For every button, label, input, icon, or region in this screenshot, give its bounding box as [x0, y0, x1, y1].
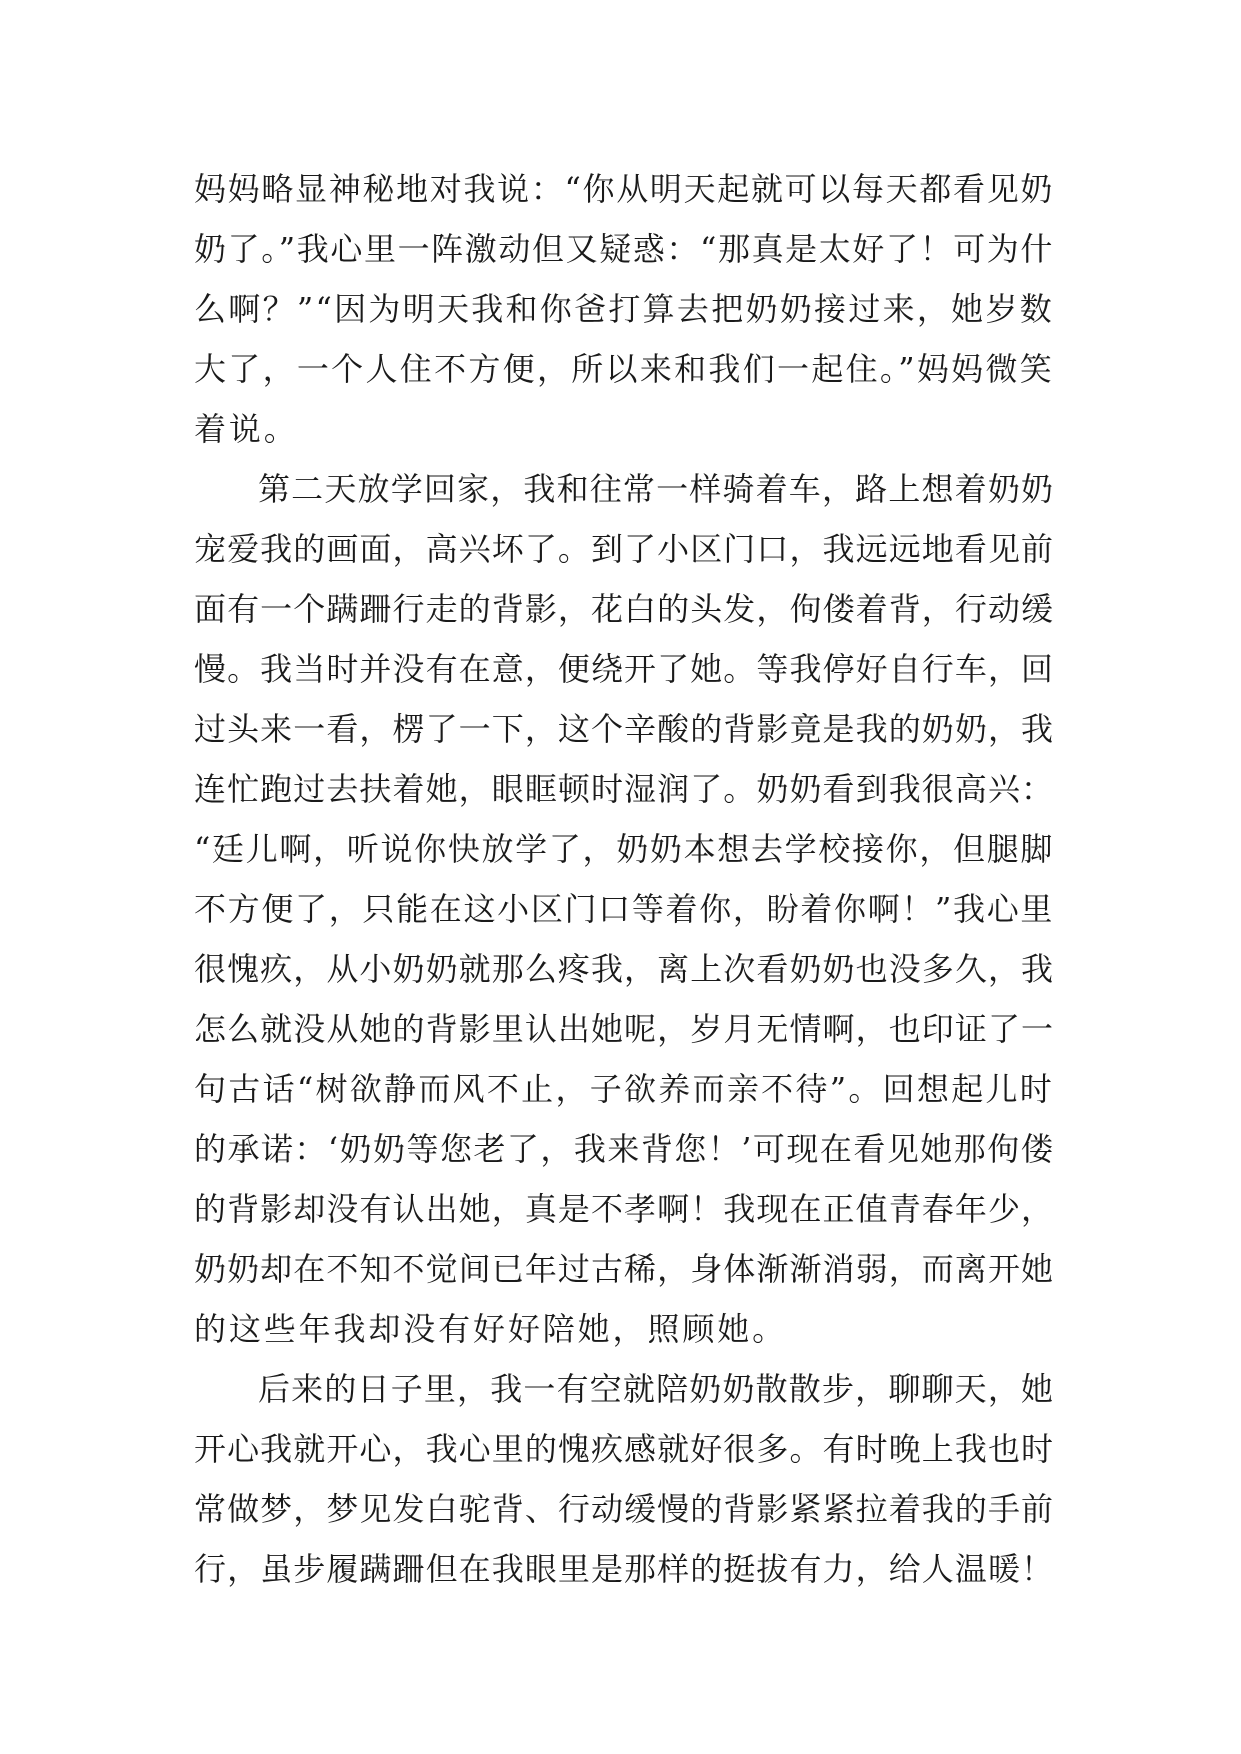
text-line: 奶奶却在不知不觉间已年过古稀，身体渐渐消弱，而离开她 [194, 1250, 1054, 1288]
text-line: 怎么就没从她的背影里认出她呢，岁月无情啊，也印证了一 [194, 1010, 1054, 1048]
text-line: 的背影却没有认出她，真是不孝啊！我现在正值青春年少， [194, 1190, 1054, 1228]
text-line: “廷儿啊，听说你快放学了，奶奶本想去学校接你，但腿脚 [194, 830, 1054, 868]
text-line: 句古话“树欲静而风不止，子欲养而亲不待”。回想起儿时 [194, 1070, 1054, 1108]
text-line: 很愧疚，从小奶奶就那么疼我，离上次看奶奶也没多久，我 [194, 950, 1054, 988]
text-line: 宠爱我的画面，高兴坏了。到了小区门口，我远远地看见前 [194, 530, 1054, 568]
text-line: 行，虽步履蹒跚但在我眼里是那样的挺拔有力，给人温暖！ [194, 1550, 1054, 1588]
text-line: 的承诺：‘奶奶等您老了，我来背您！’可现在看见她那佝偻 [194, 1130, 1054, 1168]
text-line: 么啊？”“因为明天我和你爸打算去把奶奶接过来，她岁数 [194, 290, 1054, 328]
paragraph-start-line: 后来的日子里，我一有空就陪奶奶散散步，聊聊天，她 [258, 1370, 1054, 1408]
text-line: 奶了。”我心里一阵激动但又疑惑：“那真是太好了！可为什 [194, 230, 1054, 268]
text-line: 过头来一看，楞了一下，这个辛酸的背影竟是我的奶奶，我 [194, 710, 1054, 748]
paragraph-start-line: 第二天放学回家，我和往常一样骑着车，路上想着奶奶 [258, 470, 1054, 508]
text-line: 不方便了，只能在这小区门口等着你，盼着你啊！”我心里 [194, 890, 1054, 928]
paragraph-end-line: 的这些年我却没有好好陪她，照顾她。 [194, 1310, 787, 1348]
text-line: 慢。我当时并没有在意，便绕开了她。等我停好自行车，回 [194, 650, 1054, 688]
text-line: 开心我就开心，我心里的愧疚感就好很多。有时晚上我也时 [194, 1430, 1054, 1468]
text-line: 常做梦，梦见发白驼背、行动缓慢的背影紧紧拉着我的手前 [194, 1490, 1054, 1528]
text-line: 大了，一个人住不方便，所以来和我们一起住。”妈妈微笑 [194, 350, 1054, 388]
document-body [194, 159, 1054, 1599]
text-line: 连忙跑过去扶着她，眼眶顿时湿润了。奶奶看到我很高兴： [194, 770, 1054, 808]
text-line: 妈妈略显神秘地对我说：“你从明天起就可以每天都看见奶 [194, 170, 1054, 208]
text-line: 面有一个蹒跚行走的背影，花白的头发，佝偻着背，行动缓 [194, 590, 1054, 628]
paragraph-end-line: 着说。 [194, 410, 299, 448]
